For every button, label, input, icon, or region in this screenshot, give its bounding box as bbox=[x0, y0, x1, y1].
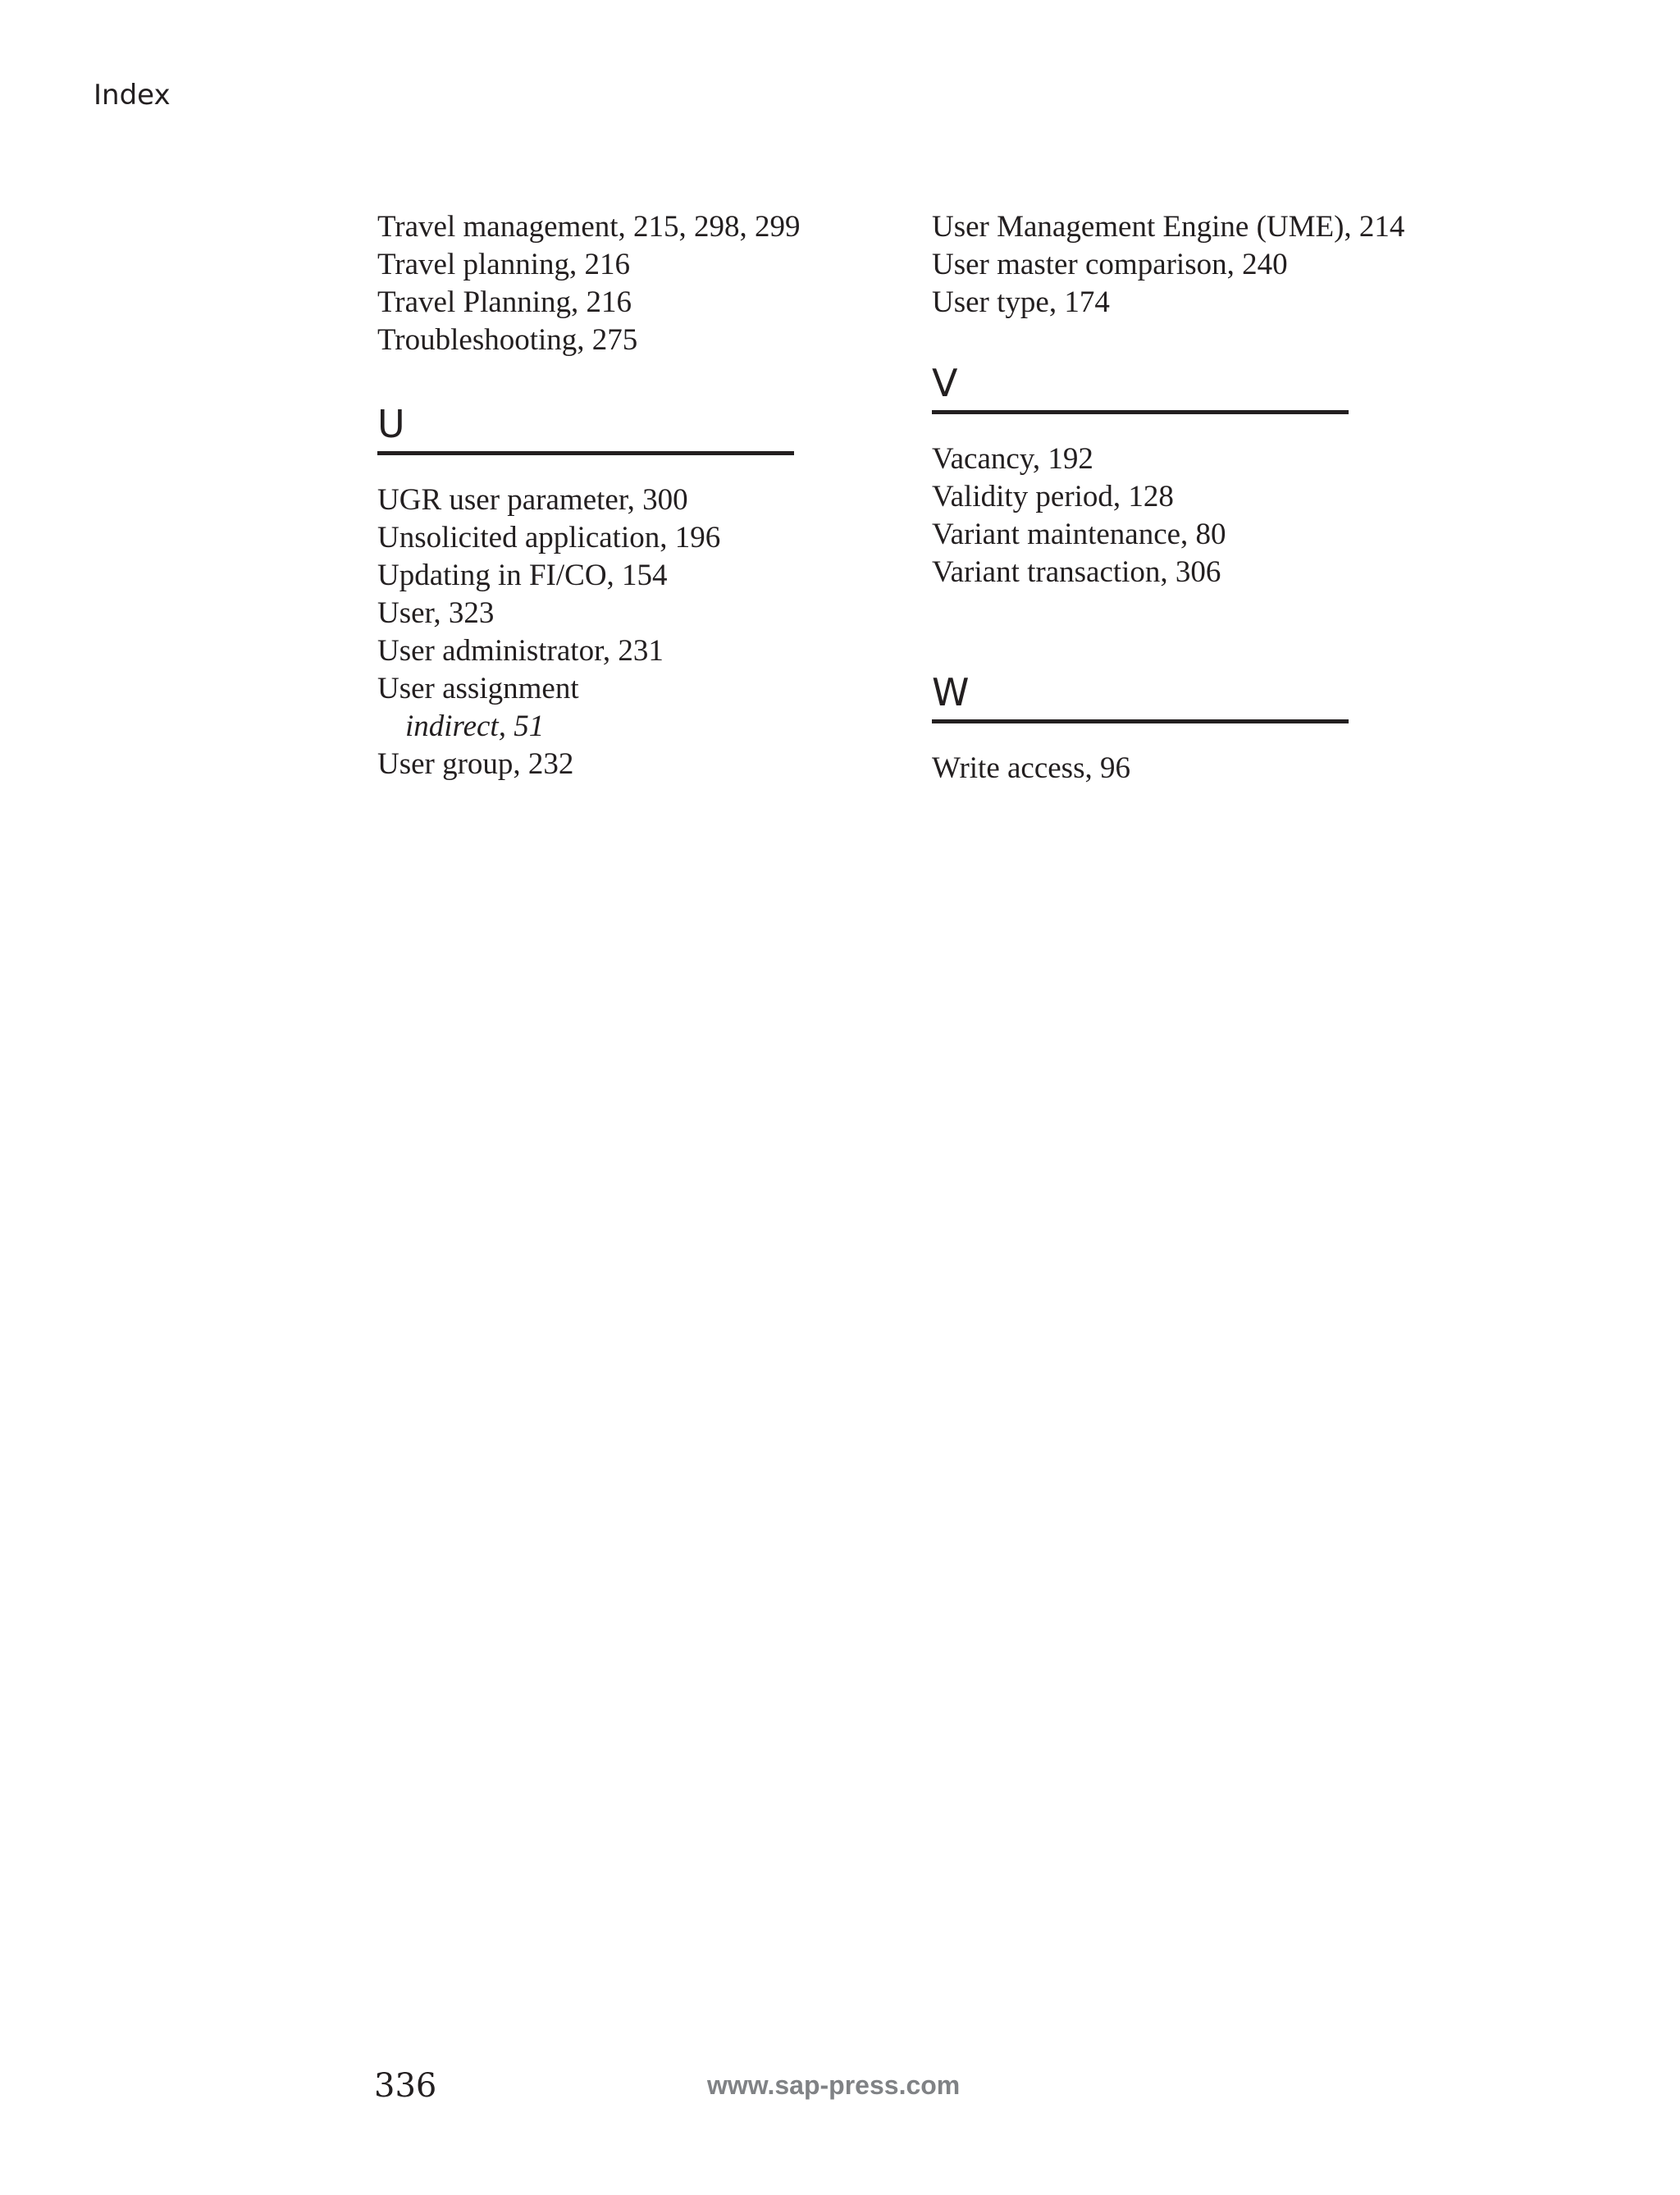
index-entry: Travel management, 215, 298, 299 bbox=[377, 210, 801, 244]
index-entry: Updating in FI/CO, 154 bbox=[377, 559, 668, 592]
index-entry: Write access, 96 bbox=[932, 751, 1130, 785]
footer-url: www.sap-press.com bbox=[707, 2070, 961, 2100]
section-heading-u: U bbox=[377, 400, 794, 455]
index-entry: Travel planning, 216 bbox=[377, 248, 630, 281]
running-head: Index bbox=[94, 79, 171, 112]
index-entry: UGR user parameter, 300 bbox=[377, 483, 688, 517]
page-number: 336 bbox=[374, 2067, 437, 2105]
section-heading-w: W bbox=[932, 669, 1349, 723]
section-heading-v: V bbox=[932, 359, 1349, 414]
section-spacer bbox=[932, 322, 1391, 359]
section-spacer bbox=[377, 455, 837, 481]
index-entry: User administrator, 231 bbox=[377, 634, 664, 668]
section-spacer bbox=[377, 359, 837, 400]
index-column-right bbox=[932, 208, 1405, 787]
index-subentry: indirect, 51 bbox=[405, 710, 545, 743]
index-entry: User, 323 bbox=[377, 596, 495, 630]
index-entry: User master comparison, 240 bbox=[932, 248, 1288, 281]
index-entry: Variant maintenance, 80 bbox=[932, 518, 1226, 551]
index-entry: User Management Engine (UME), 214 bbox=[932, 210, 1405, 244]
index-entry: User group, 232 bbox=[377, 747, 574, 781]
section-spacer bbox=[932, 723, 1391, 750]
section-spacer bbox=[932, 591, 1391, 669]
index-entry: Unsolicited application, 196 bbox=[377, 521, 721, 554]
index-column-left bbox=[377, 208, 837, 783]
section-spacer bbox=[932, 414, 1391, 440]
index-entry: Troubleshooting, 275 bbox=[377, 323, 638, 357]
index-entry: Variant transaction, 306 bbox=[932, 555, 1221, 589]
index-entry: Validity period, 128 bbox=[932, 480, 1174, 513]
index-entry: Vacancy, 192 bbox=[932, 442, 1093, 476]
index-entry: Travel Planning, 216 bbox=[377, 285, 632, 319]
index-entry: User assignment bbox=[377, 672, 579, 705]
index-entry: User type, 174 bbox=[932, 285, 1110, 319]
